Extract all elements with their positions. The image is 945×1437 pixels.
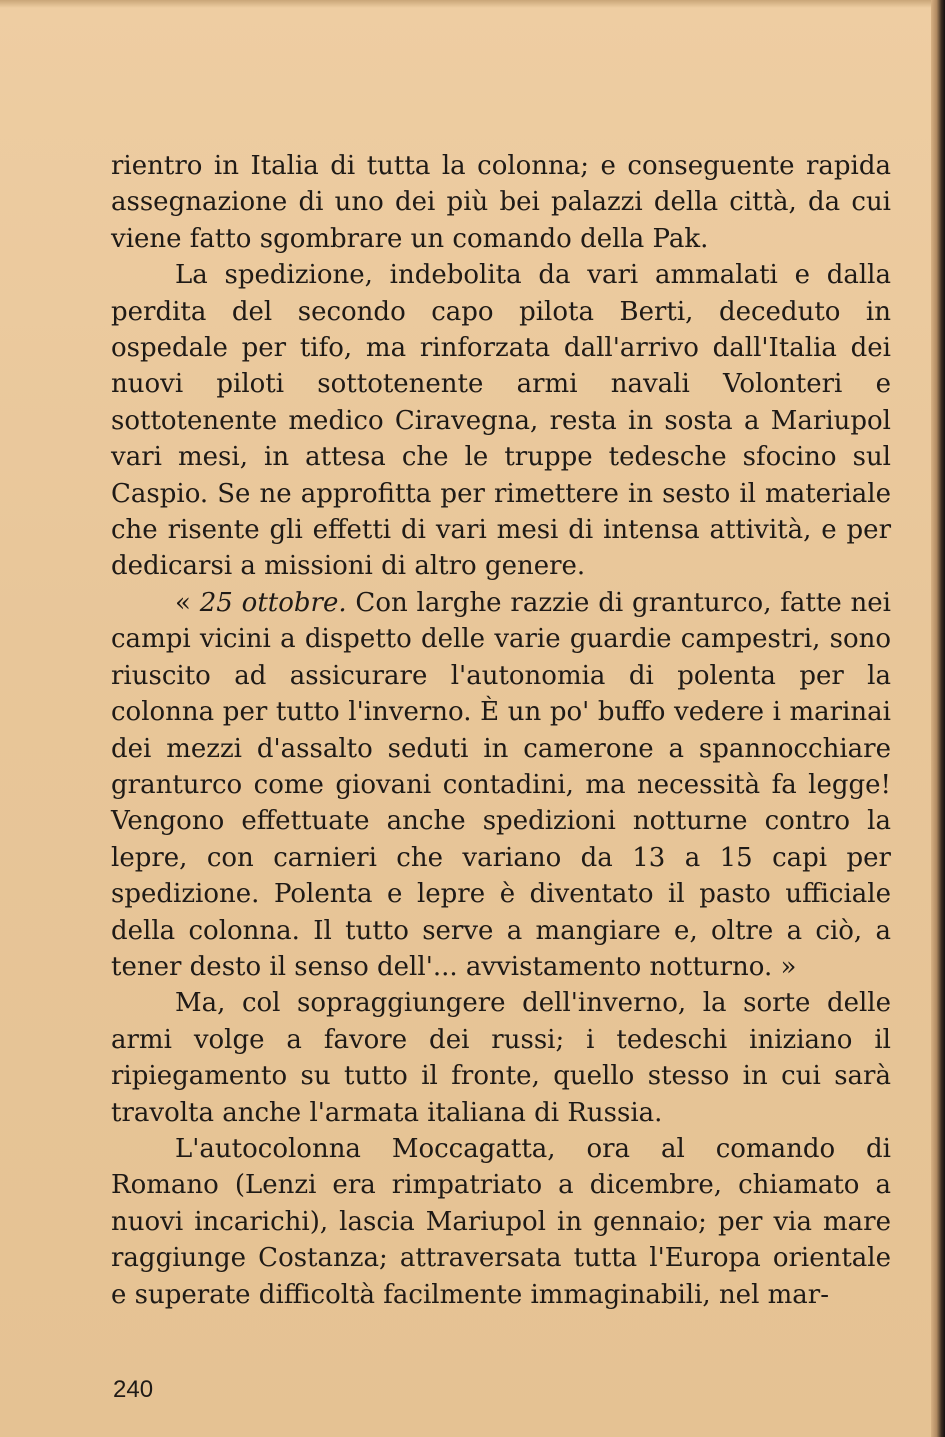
paragraph-1: rientro in Italia di tutta la colonna; e conseguente rapida assegnazione di uno dei più bei palazzi della città, da cui viene fatto sgombrare un comando della Pak.	[111, 151, 891, 254]
diary-entry-text: Con larghe razzie di granturco, fatte nei campi vicini a dispetto delle varie guardie campestri, sono riuscito ad assicurare l'autonomia di polenta per la colonna per tutto l'inverno. È un po' buffo vedere i marinai dei mezzi d'assalto seduti in camerone a spannocchiare granturco come giovani contadini, ma necessità fa legge! Vengono effettuate anche spedizioni notturne contro la lepre, con carnieri che variano da 13 a 15 capi per spedizione. Polenta e lepre è diventato il pasto ufficiale della colonna. Il tutto serve a mangiare e, oltre a ciò, a tener desto il senso dell'... avvistamento notturno. »	[111, 587, 891, 982]
diary-date: 25 ottobre.	[199, 587, 347, 618]
paragraph-5: L'autocolonna Moccagatta, ora al comando di Romano (Lenzi era rimpatriato a dicembre, chiamato a nuovi incarichi), lascia Mariupol in gennaio; per via mare raggiunge Costanza; attraversata tutta l'Europa orientale e superate difficoltà facilmente immaginabili, nel mar-	[111, 1133, 891, 1310]
paragraph-3-diary-entry	[111, 585, 891, 985]
paragraph-4: Ma, col sopraggiungere dell'inverno, la sorte delle armi volge a favore dei russi; i tedeschi iniziano il ripiegamento su tutto il fronte, quello stesso in cui sarà travolta anche l'armata italiana di Russia.	[111, 988, 891, 1128]
quote-open-mark: «	[175, 587, 200, 618]
book-spine-edge	[931, 0, 945, 1437]
paragraph-2: La spedizione, indebolita da vari ammalati e dalla perdita del secondo capo pilota Berti, deceduto in ospedale per tifo, ma rinforzata dall'arrivo dall'Italia dei nuovi piloti sottotenente armi navali Volonteri e sottotenente medico Ciravegna, resta in sosta a Mariupol vari mesi, in attesa che le truppe tedesche sfocino sul Caspio. Se ne approfitta per rimettere in sesto il materiale che risente gli effetti di vari mesi di intensa attività, e per dedicarsi a missioni di altro genere.	[111, 260, 891, 582]
page-number: 240	[113, 1376, 154, 1403]
page-top-edge	[0, 0, 945, 8]
body-text	[111, 148, 891, 1313]
